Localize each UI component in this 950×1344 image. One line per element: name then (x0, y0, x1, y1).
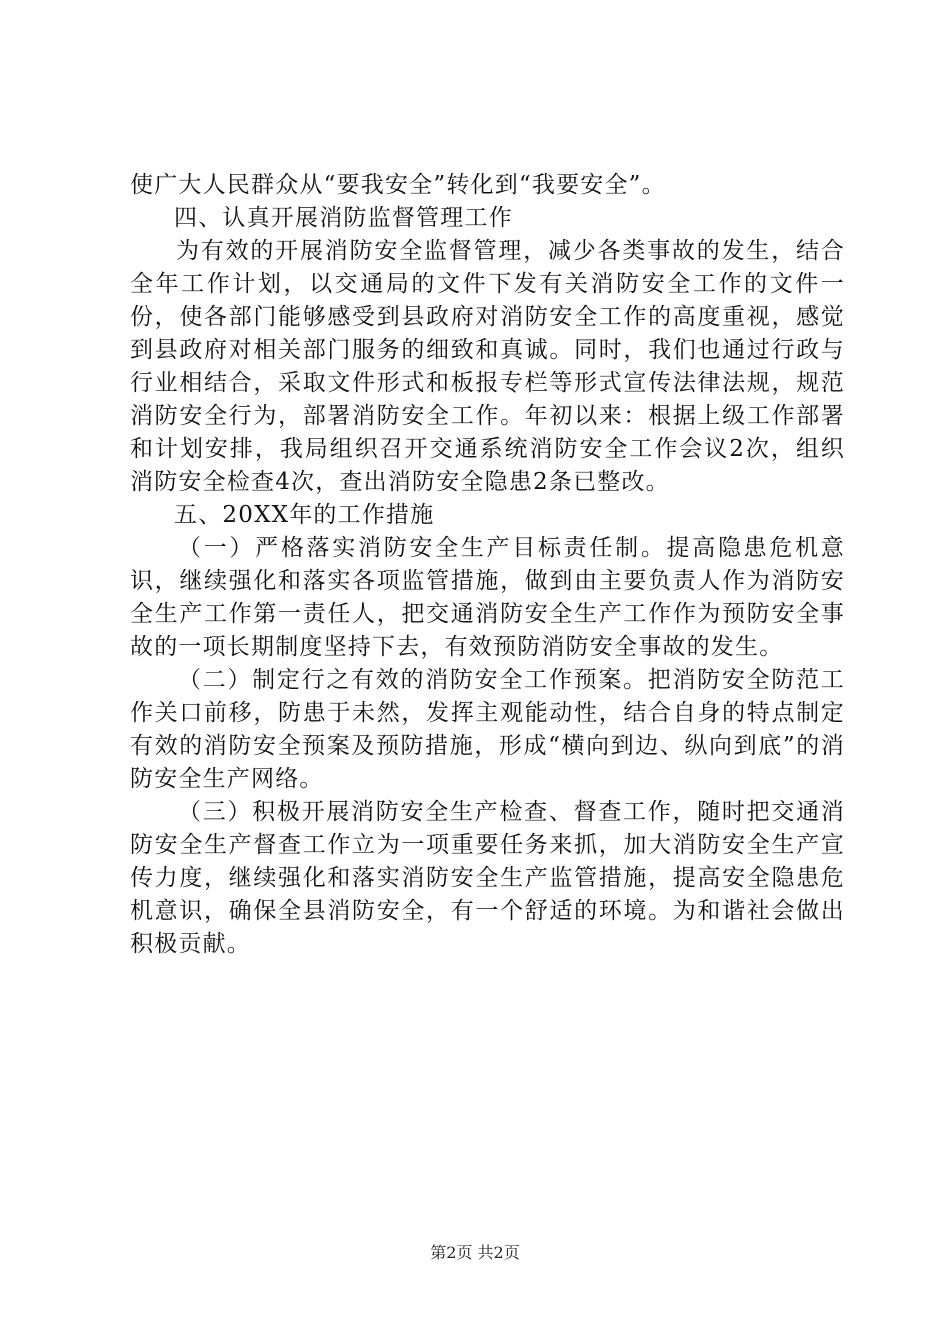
page-footer (0, 1242, 950, 1264)
paragraph-supervision: 为有效的开展消防安全监督管理，减少各类事故的发生，结合全年工作计划，以交通局的文件下发有关消防安全工作的文件一份，使各部门能够感受到县政府对消防安全工作的高度重视，感觉到县政府对相关部门服务的细致和真诚。同时，我们也通过行政与行业相结合，采取文件形式和板报专栏等形式宣传法律法规，规范消防安全行为，部署消防安全工作。年初以来：根据上级工作部署和计划安排，我局组织召开交通系统消防安全工作会议2次，组织消防安全检查4次，查出消防安全隐患2条已整改。 (130, 238, 845, 495)
measure-item-1: （一）严格落实消防安全生产目标责任制。提高隐患危机意识，继续强化和落实各项监管措施，做到由主要负责人作为消防安全生产工作第一责任人，把交通消防安全生产工作作为预防安全事故的一项长期制度坚持下去，有效预防消防安全事故的发生。 (130, 535, 845, 660)
document-body (130, 169, 845, 961)
section-heading-5: 五、20XX年的工作措施 (174, 502, 435, 528)
measure-item-2: （二）制定行之有效的消防安全工作预案。把消防安全防范工作关口前移，防患于未然，发挥主观能动性，结合自身的特点制定有效的消防安全预案及预防措施，形成“横向到边、纵向到底”的消防安全生产网络。 (130, 667, 845, 792)
paragraph-continued: 使广大人民群众从“要我安全”转化到“我要安全”。 (130, 172, 666, 198)
measure-item-3: （三）积极开展消防安全生产检查、督查工作，随时把交通消防安全生产督查工作立为一项重要任务来抓，加大消防安全生产宣传力度，继续强化和落实消防安全生产监管措施，提高安全隐患危机意识，确保全县消防安全，有一个舒适的环境。为和谐社会做出积极贡献。 (130, 799, 845, 957)
page-number-label: 第2页 共2页 (430, 1243, 520, 1262)
section-heading-4: 四、认真开展消防监督管理工作 (174, 205, 513, 231)
